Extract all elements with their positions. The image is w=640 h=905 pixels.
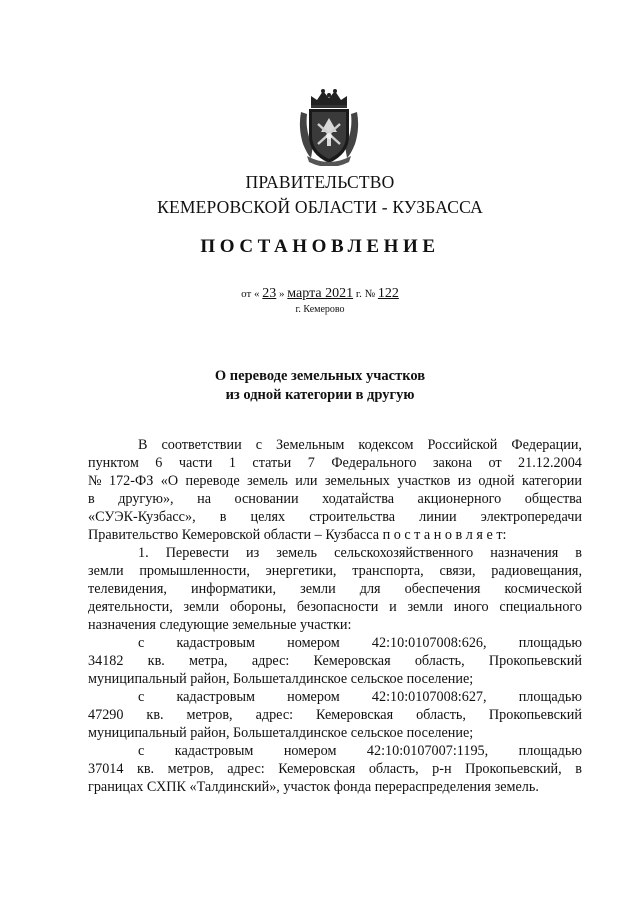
- word: 42:10:0107007:1195,: [366, 743, 489, 759]
- text-line: назначения следующие земельные участки:: [88, 617, 352, 633]
- word: информатики,: [191, 581, 277, 597]
- paragraph-parcel-1: [88, 634, 582, 688]
- word: в: [575, 545, 582, 561]
- date-prefix: от «: [241, 288, 260, 300]
- word: транспорта,: [352, 563, 424, 579]
- text-line: [88, 598, 582, 616]
- word: категории: [522, 473, 582, 489]
- word: части: [178, 455, 213, 471]
- text-line: [88, 454, 582, 472]
- word: адрес:: [255, 707, 294, 723]
- word: Прокопьевский: [488, 653, 582, 669]
- word: статьи: [252, 455, 292, 471]
- paragraph-item-1: [88, 544, 582, 634]
- word: Российской: [427, 437, 498, 453]
- word: строительства: [309, 509, 396, 525]
- word: кадастровым: [176, 635, 256, 651]
- paragraph-preamble: [88, 436, 582, 544]
- word: акционерного: [417, 491, 502, 507]
- word: адрес:: [251, 653, 290, 669]
- word: 47290: [88, 707, 124, 723]
- word: 42:10:0107008:626,: [371, 635, 487, 651]
- word: Прокопьевский,: [465, 761, 562, 777]
- government-name: Правительство Кемеровской области – Кузбасса: [88, 527, 380, 543]
- word: иного: [453, 599, 489, 615]
- word: кв.: [136, 761, 155, 777]
- word: в: [219, 509, 227, 525]
- word: кодексом: [358, 437, 414, 453]
- word: Кемеровская: [278, 761, 356, 777]
- text-line: границах СХПК «Талдинский», участок фонда перераспределения земель.: [88, 779, 539, 795]
- paragraph-parcel-3: [88, 742, 582, 796]
- word: 172-ФЗ: [108, 473, 154, 489]
- word: с: [138, 635, 145, 651]
- word: космической: [504, 581, 582, 597]
- word: метров,: [167, 761, 214, 777]
- text-line: [88, 760, 582, 778]
- word: «СУЭК-Кузбасс»,: [88, 509, 196, 525]
- text-line: [88, 526, 582, 544]
- word: с: [255, 437, 263, 453]
- date-day: 23: [262, 286, 277, 301]
- paragraph-parcel-2: [88, 688, 582, 742]
- subject-line2: из одной категории в другую: [225, 387, 415, 403]
- text-line: [88, 652, 582, 670]
- word: целях: [250, 509, 286, 525]
- date-year-suffix: г.: [355, 288, 362, 300]
- government-title-line1: ПРАВИТЕЛЬСТВО: [245, 172, 395, 192]
- word: земель: [247, 473, 288, 489]
- text-line: [88, 688, 582, 706]
- word: метра,: [189, 653, 228, 669]
- text-line: [88, 634, 582, 652]
- word: для: [359, 581, 381, 597]
- text-line: [88, 472, 582, 490]
- word: кв.: [146, 707, 164, 723]
- text-line: [88, 742, 582, 760]
- word: Прокопьевский: [488, 707, 582, 723]
- word: кв.: [147, 653, 165, 669]
- word: другую»,: [118, 491, 174, 507]
- word: метров,: [186, 707, 233, 723]
- word: связи,: [439, 563, 476, 579]
- word: и: [389, 599, 397, 615]
- word: энергетики,: [265, 563, 337, 579]
- text-line: [88, 436, 582, 454]
- text-line: [88, 562, 582, 580]
- word: одной: [478, 473, 515, 489]
- city-name: г. Кемерово: [295, 304, 345, 315]
- text-line: [88, 490, 582, 508]
- word: 1.: [138, 545, 149, 561]
- word: Федерального: [331, 455, 417, 471]
- resolves-word: п о с т а н о в л я е т:: [382, 527, 507, 543]
- word: соответствии: [161, 437, 242, 453]
- word: земли: [88, 563, 124, 579]
- word: 7: [307, 455, 315, 471]
- number-label: №: [364, 288, 376, 300]
- word: кадастровым: [174, 743, 254, 759]
- word: кадастровым: [176, 689, 256, 705]
- word: от: [488, 455, 502, 471]
- word: из: [457, 473, 471, 489]
- word: в: [88, 491, 95, 507]
- word: с: [138, 689, 145, 705]
- word: область,: [416, 707, 466, 723]
- word: площадью: [518, 743, 582, 759]
- word: земли: [183, 599, 220, 615]
- word: область,: [368, 761, 419, 777]
- word: пунктом: [88, 455, 139, 471]
- word: земли: [300, 581, 336, 597]
- word: Земельным: [276, 437, 345, 453]
- word: деятельности,: [88, 599, 173, 615]
- word: р-н: [432, 761, 452, 777]
- word: 34182: [88, 653, 124, 669]
- word: специального: [499, 599, 582, 615]
- date-mid: »: [279, 288, 285, 300]
- text-line: [88, 580, 582, 598]
- text-line: муниципальный район, Большеталдинское сельское поселение;: [88, 671, 474, 687]
- word: номером: [287, 689, 340, 705]
- subject-line1: О переводе земельных участков: [214, 368, 426, 384]
- word: обеспечения: [404, 581, 481, 597]
- word: 21.12.2004: [518, 455, 582, 471]
- word: адрес:: [227, 761, 265, 777]
- word: назначения: [490, 545, 559, 561]
- word: 37014: [88, 761, 124, 777]
- word: основании: [234, 491, 299, 507]
- text-line: муниципальный район, Большеталдинское сельское поселение;: [88, 725, 474, 741]
- word: номером: [283, 743, 337, 759]
- word: 1: [228, 455, 236, 471]
- document-type-title: ПОСТАНОВЛЕНИЕ: [200, 236, 440, 257]
- word: участков: [397, 473, 451, 489]
- word: промышленности,: [139, 563, 250, 579]
- word: площадью: [518, 689, 582, 705]
- decree-date-line: [0, 286, 640, 302]
- date-month-year: марта 2021: [287, 286, 354, 301]
- word: ходатайства: [322, 491, 395, 507]
- word: земельных: [324, 473, 390, 489]
- word: Перевести: [165, 545, 229, 561]
- word: «О: [160, 473, 179, 489]
- word: земель: [276, 545, 318, 561]
- word: с: [138, 743, 145, 759]
- word: номером: [287, 635, 340, 651]
- text-line: [88, 706, 582, 724]
- word: сельскохозяйственного: [334, 545, 474, 561]
- word: обороны,: [229, 599, 287, 615]
- word: на: [197, 491, 211, 507]
- word: переводе: [185, 473, 240, 489]
- word: общества: [524, 491, 582, 507]
- word: 42:10:0107008:627,: [371, 689, 487, 705]
- word: электропередачи: [480, 509, 582, 525]
- word: земли: [407, 599, 444, 615]
- coat-of-arms-emblem: [297, 86, 361, 166]
- word: линии: [419, 509, 457, 525]
- word: в: [575, 761, 582, 777]
- word: В: [138, 437, 148, 453]
- decree-number: 122: [377, 286, 399, 301]
- text-line: [88, 544, 582, 562]
- word: Кемеровская: [313, 653, 391, 669]
- word: безопасности: [296, 599, 379, 615]
- word: или: [295, 473, 318, 489]
- word: площадью: [518, 635, 582, 651]
- word: из: [246, 545, 260, 561]
- text-line: [88, 508, 582, 526]
- word: Федерации,: [511, 437, 582, 453]
- word: телевидения,: [88, 581, 167, 597]
- government-title-line2: КЕМЕРОВСКОЙ ОБЛАСТИ - КУЗБАССА: [157, 197, 483, 217]
- word: закона: [432, 455, 472, 471]
- word: Кемеровская: [316, 707, 394, 723]
- word: область,: [414, 653, 465, 669]
- word: радиовещания,: [491, 563, 582, 579]
- word: №: [88, 473, 102, 489]
- word: 6: [155, 455, 163, 471]
